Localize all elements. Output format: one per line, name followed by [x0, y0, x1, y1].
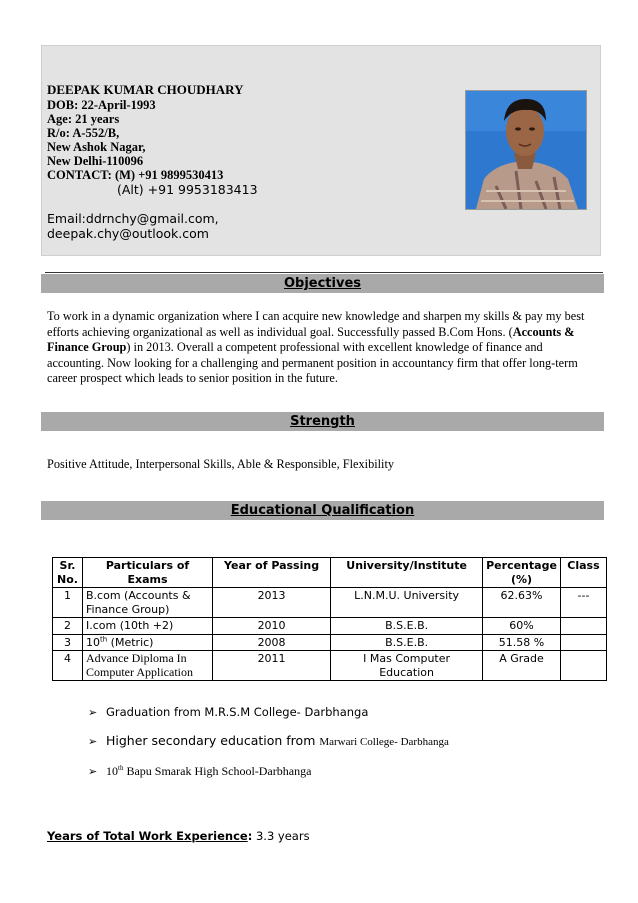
experience-value: 3.3 years	[255, 829, 310, 843]
dob: DOB: 22-April-1993	[47, 98, 156, 112]
bullet-text-sup: th	[118, 764, 124, 772]
particulars-sup: th	[100, 634, 108, 643]
experience-line	[47, 829, 310, 843]
table-row	[53, 588, 607, 618]
cell-sr: 3	[53, 634, 83, 651]
header-percentage: Percentage (%)	[483, 558, 561, 588]
bullet-text-base: 10	[106, 764, 118, 778]
cell-university: B.S.E.B.	[331, 618, 483, 635]
bullet-text: Higher secondary education from	[106, 733, 320, 748]
cell-percentage: A Grade	[483, 651, 561, 681]
cell-particulars	[83, 634, 213, 651]
arrow-bullet-icon: ➢	[88, 706, 98, 719]
objectives-text	[47, 309, 597, 387]
arrow-bullet-icon: ➢	[88, 765, 98, 778]
table-header-row	[53, 558, 607, 588]
education-heading: Educational Qualification	[41, 501, 604, 520]
bullet-text-tail: Marwari College- Darbhanga	[319, 736, 449, 748]
cell-percentage: 60%	[483, 618, 561, 635]
objectives-text-bold: Accounts & Finance Group	[47, 324, 575, 355]
cell-sr: 1	[53, 588, 83, 618]
header-year: Year of Passing	[213, 558, 331, 588]
cell-year: 2013	[213, 588, 331, 618]
profile-photo	[465, 90, 587, 210]
header-class: Class	[560, 558, 606, 588]
cell-university: I Mas Computer Education	[331, 651, 483, 681]
bullet-text: Graduation from M.R.S.M College- Darbhanga	[106, 705, 369, 719]
cell-particulars: I.com (10th +2)	[83, 618, 213, 635]
contact-mobile: CONTACT: (M) +91 9899530413	[47, 168, 224, 182]
header-sr: Sr. No.	[53, 558, 83, 588]
cell-year: 2011	[213, 651, 331, 681]
experience-colon: :	[247, 829, 253, 843]
candidate-name: DEEPAK KUMAR CHOUDHARY	[47, 82, 244, 97]
email-line-1: Email:ddrnchy@gmail.com,	[47, 211, 219, 226]
cell-percentage: 51.58 %	[483, 634, 561, 651]
cell-percentage: 62.63%	[483, 588, 561, 618]
particulars-base: 10	[86, 635, 100, 649]
bullet-school	[88, 764, 311, 779]
particulars-rest: (Metric)	[107, 635, 154, 649]
address-line-3: New Delhi-110096	[47, 154, 144, 168]
table-row	[53, 634, 607, 651]
strength-text: Positive Attitude, Interpersonal Skills, Able & Responsible, Flexibility	[47, 457, 395, 471]
cell-class	[560, 618, 606, 635]
divider-line	[45, 272, 603, 273]
bullet-text-rest: Bapu Smarak High School-Darbhanga	[123, 764, 312, 778]
person-photo-icon	[466, 91, 586, 209]
objectives-text-end: ) in 2013. Overall a competent professional with excellent knowledge of finance and accounting. Now looking for a challenging and permanent position in accountancy firm that offer long-term career prospect which leads to senior position in the future.	[47, 340, 578, 386]
table-row	[53, 651, 607, 681]
address-line-2: New Ashok Nagar,	[47, 140, 146, 154]
arrow-bullet-icon: ➢	[88, 735, 98, 748]
age: Age: 21 years	[47, 112, 120, 126]
education-table	[52, 557, 607, 681]
table-row	[53, 618, 607, 635]
header-particulars: Particulars of Exams	[83, 558, 213, 588]
header-university: University/Institute	[331, 558, 483, 588]
cell-particulars: B.com (Accounts & Finance Group)	[83, 588, 213, 618]
cell-class	[560, 651, 606, 681]
address-line-1: R/o: A-552/B,	[47, 126, 120, 140]
cell-sr: 4	[53, 651, 83, 681]
cell-class	[560, 634, 606, 651]
objectives-heading: Objectives	[41, 274, 604, 293]
experience-label: Years of Total Work Experience	[47, 829, 248, 843]
cell-university: L.N.M.U. University	[331, 588, 483, 618]
contact-alt: (Alt) +91 9953183413	[117, 182, 258, 197]
cell-sr: 2	[53, 618, 83, 635]
bullet-graduation	[88, 705, 368, 719]
cell-year: 2010	[213, 618, 331, 635]
email-line-2: deepak.chy@outlook.com	[47, 226, 209, 241]
cell-university: B.S.E.B.	[331, 634, 483, 651]
cell-year: 2008	[213, 634, 331, 651]
cell-class: ---	[560, 588, 606, 618]
bullet-higher-secondary	[88, 733, 449, 749]
cell-particulars: Advance Diploma In Computer Application	[83, 651, 213, 681]
strength-heading: Strength	[41, 412, 604, 431]
objectives-text-start: To work in a dynamic organization where I can acquire new knowledge and sharpen my skills & pay my best efforts achieving organizational as well as individual goal. Successfully passed B.Com Hons. (	[47, 309, 585, 339]
